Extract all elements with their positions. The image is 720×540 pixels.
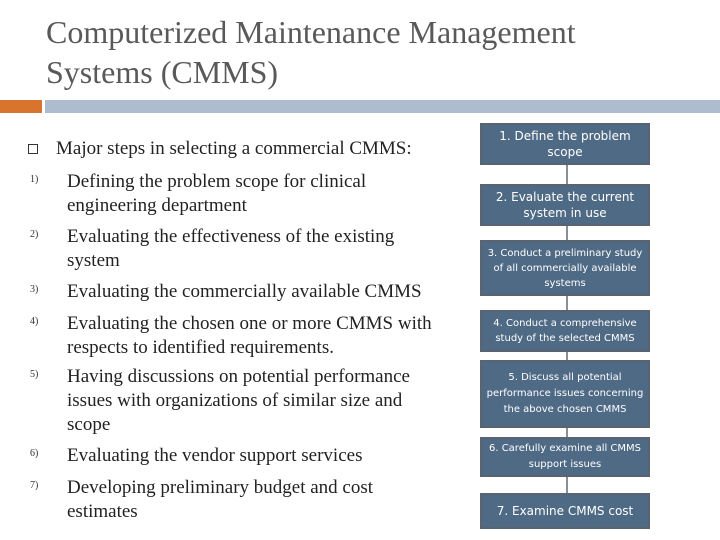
step-number: 7) — [30, 480, 39, 491]
flow-box: 3. Conduct a preliminary study of all commercially available systems — [480, 240, 650, 296]
flow-box: 4. Conduct a comprehensive study of the selected CMMS — [480, 310, 650, 352]
flow-box: 5. Discuss all potential performance issues concerning the above chosen CMMS — [480, 360, 650, 428]
flow-box: 7. Examine CMMS cost — [480, 493, 650, 529]
step-text: Evaluating the commercially available CMMS — [67, 281, 422, 302]
step-number: 3) — [30, 284, 39, 295]
flow-box: 1. Define the problem scope — [480, 123, 650, 165]
step-text: Defining the problem scope for clinical engineering department — [67, 171, 367, 216]
flowchart — [480, 0, 654, 540]
step-text: Evaluating the effectiveness of the existing system — [67, 226, 395, 271]
step-number: 2) — [30, 229, 39, 240]
step-text: Evaluating the chosen one or more CMMS with respects to identified requirements. — [67, 313, 432, 358]
step-text: Having discussions on potential performance issues with organizations of similar size and scope — [67, 366, 410, 435]
flow-box: 2. Evaluate the current system in use — [480, 184, 650, 226]
lead-text: Major steps in selecting a commercial CMMS: — [56, 138, 412, 159]
square-bullet-icon — [28, 144, 38, 154]
step-text: Evaluating the vendor support services — [67, 445, 363, 466]
slide-title: Computerized Maintenance Management Systems (CMMS) — [46, 14, 576, 90]
accent-bar — [0, 100, 42, 113]
flow-box: 6. Carefully examine all CMMS support issues — [480, 437, 650, 477]
step-number: 4) — [30, 316, 39, 327]
step-number: 6) — [30, 448, 39, 459]
step-number: 5) — [30, 369, 39, 380]
step-text: Developing preliminary budget and cost estimates — [67, 477, 374, 522]
step-number: 1) — [30, 174, 39, 185]
